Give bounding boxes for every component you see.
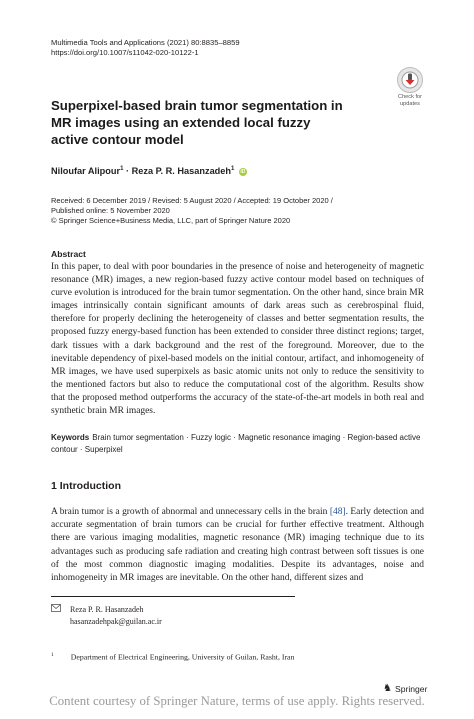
corresponding-author-name: Reza P. R. Hasanzadeh: [70, 605, 144, 614]
keywords: [51, 432, 424, 455]
copyright-notice: © Springer Science+Business Media, LLC, part of Springer Nature 2020: [51, 216, 291, 225]
affiliation-marker: 1: [120, 166, 124, 172]
journal-citation: Multimedia Tools and Applications (2021) 80:8835–8859: [51, 38, 240, 47]
badge-label: Check for updates: [398, 94, 422, 107]
abstract-heading: Abstract: [51, 249, 86, 259]
author-list: [51, 166, 247, 176]
publication-dates: [51, 196, 431, 226]
orcid-icon[interactable]: iD: [240, 168, 246, 175]
citation-link[interactable]: [48]: [329, 507, 346, 517]
courtesy-footer: Content courtesy of Springer Nature, terms of use apply. Rights reserved.: [49, 694, 425, 708]
publisher-logo: [383, 683, 427, 694]
author-name[interactable]: Niloufar Alipour: [51, 166, 121, 177]
affiliation-marker: 1: [231, 166, 235, 172]
footnote-divider: [51, 596, 295, 597]
section-heading-introduction: 1 Introduction: [51, 480, 121, 492]
check-for-updates-icon: [397, 67, 423, 93]
springer-horse-icon: ♞: [383, 683, 392, 694]
publisher-name: Springer: [394, 683, 428, 694]
check-for-updates-badge[interactable]: [394, 67, 426, 107]
corresponding-author: [51, 604, 162, 627]
envelope-icon: [51, 604, 65, 616]
intro-text-part: . Early detection and accurate segmentation of brain tumors can be crucial for further effective treatment. Although there are various imaging modalities, magnetic resonance (MR) imaging technique due to its advantages such as producing safe radiation and creating high contrast between soft tissues is one of the most common diagnostic imaging modalities. Despite its advantages, noise and inhomogeneity in MR images are inevitable. On the other hand, different sizes and: [51, 507, 425, 584]
author-separator: ·: [125, 166, 130, 177]
published-online: Published online: 5 November 2020: [51, 206, 170, 215]
doi-link[interactable]: https://doi.org/10.1007/s11042-020-10122-1: [51, 48, 199, 57]
received-revised-accepted: Received: 6 December 2019 / Revised: 5 August 2020 / Accepted: 19 October 2020 /: [51, 196, 333, 205]
keywords-label: Keywords: [51, 433, 90, 442]
paper-title: Superpixel-based brain tumor segmentation in MR images using an extended local fuzzy active contour model: [51, 98, 343, 147]
journal-info: [51, 38, 240, 58]
affiliation-number: 1: [51, 652, 54, 658]
author-name[interactable]: Reza P. R. Hasanzadeh: [131, 166, 232, 177]
keywords-list: Brain tumor segmentation · Fuzzy logic · Magnetic resonance imaging · Region-based active contour · Superpixel: [51, 433, 421, 454]
intro-text-part: A brain tumor is a growth of abnormal and unnecessary cells in the brain: [51, 507, 330, 517]
abstract-text: In this paper, to deal with poor boundaries in the presence of noise and heterogeneity of magnetic resonance (MR) images, a new region-based fuzzy active contour model based on techniques of curve evolution is introduced for the brain tumor segmentation. On the other hand, since brain MR images intrinsically contain significant amounts of dark areas such as cerebrospinal fluid, therefore for properly declining the heterogeneity of classes and better segmentation results, the proposed fuzzy energy-based function has been extended to consider three distinct regions; target, dark tissues with a dark background and the rest of the foreground. Moreover, due to the inevitable dependency of pixel-based models on the initial contour, artifact, and inhomogeneity of MR images, we have used superpixels as basic atomic units not only to reduce the sensitivity to the mentioned factors but also to reduce the computational cost of the algorithm. Results show that the proposed method outperforms the accuracy of the state-of-the-art models in both real and synthetic brain MR images.: [51, 262, 424, 417]
affiliation-text: Department of Electrical Engineering, University of Guilan, Rasht, Iran: [70, 652, 295, 662]
affiliation: [51, 652, 294, 662]
introduction-text: [51, 506, 424, 585]
corresponding-author-email[interactable]: hasanzadehpak@guilan.ac.ir: [70, 616, 162, 626]
